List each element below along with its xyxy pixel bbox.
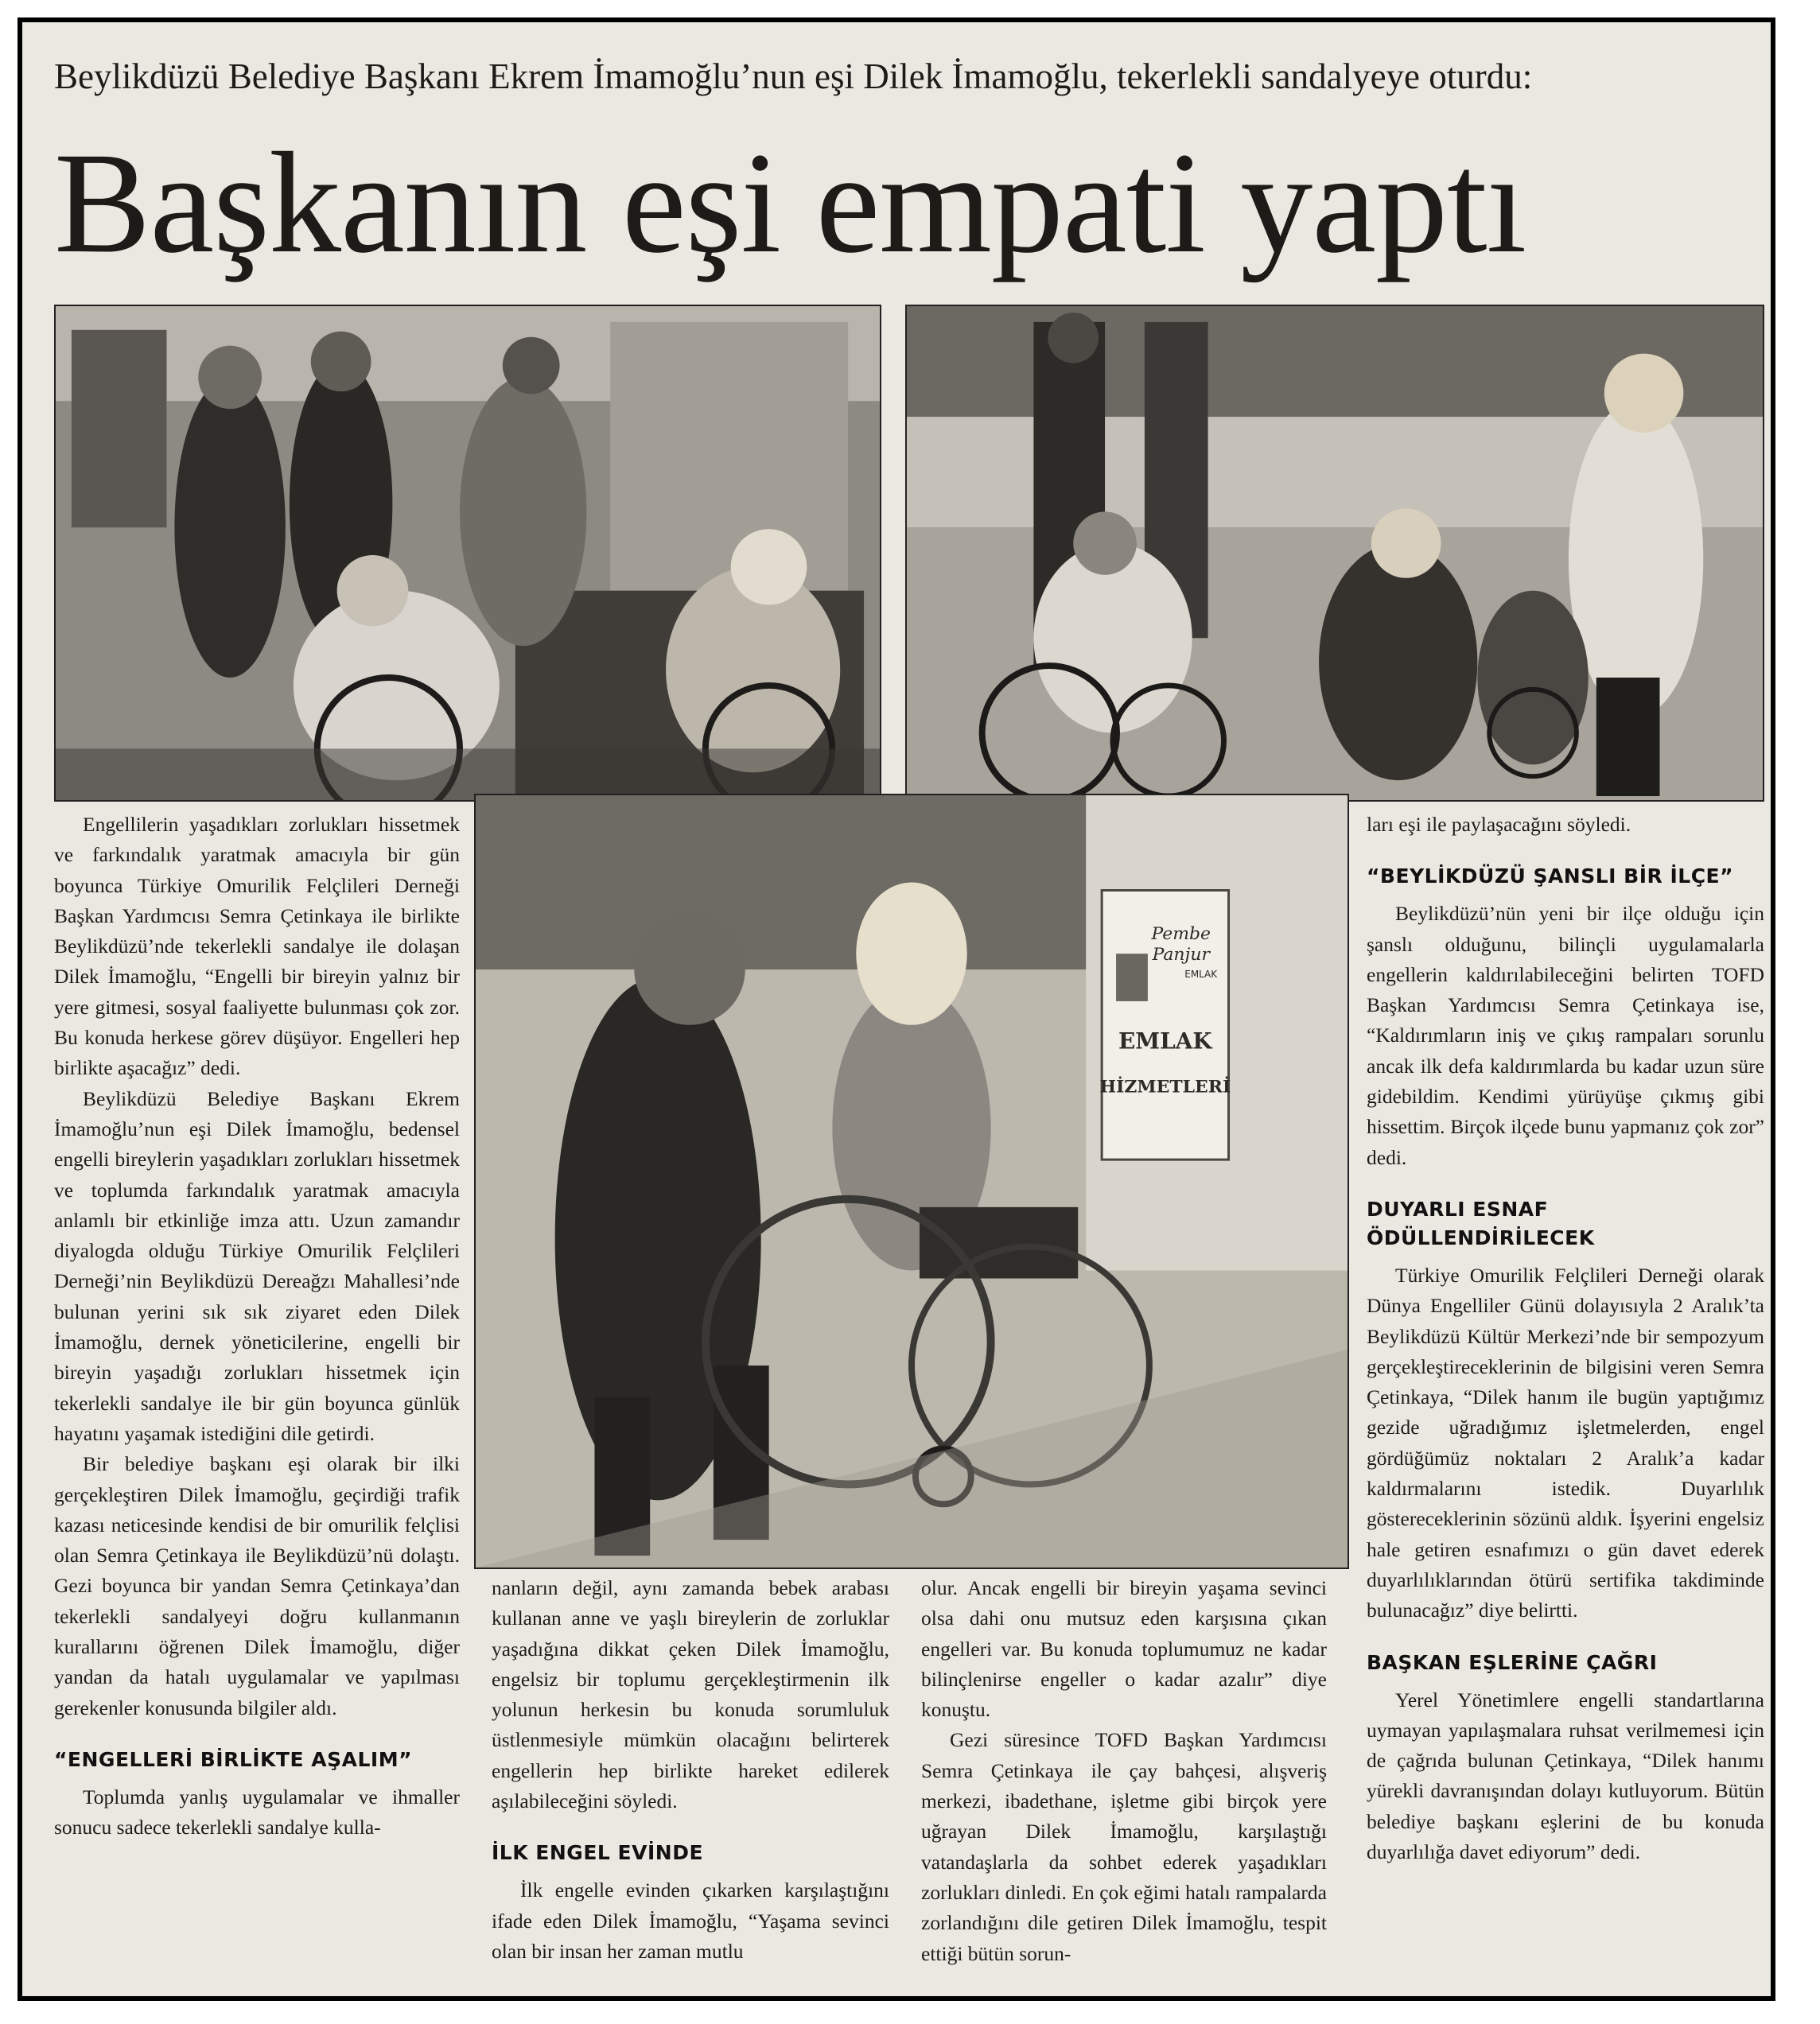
column-4-paragraph: Türkiye Omurilik Felçlileri Derneği olarak Dünya Engelliler Günü dolayısıyla 2 Aralık’ta Beylikdüzü Kültür Merkezi’nde bir sempozyum gerçekleştireceklerinin de bilgisini veren Semra Çetinkaya, “Dilek hanım ile bugün yaptığımız gezide uğradığımız işletmelerden, engel gördüğümüz noktaları 2 Aralık’a kadar kaldırmalarını istedik. Duyarlılık göstereceklerinin sözünü aldık. İşyerini engelsiz hale getiren esnafımızı o gün davet ederek duyarlılıklarından ötürü sertifika takdiminde bulunacağız” diye belirtti. xyxy=(1367,1263,1764,1622)
column-2-paragraph: nanların değil, aynı zamanda bebek arabası kullanan anne ve yaşlı bireylerin de zorluklar yaşadığına dikkat çeken Dilek İmamoğlu, engelsiz bir toplumu gerçekleştirmenin ilk yolunun herkesin bu konuda sorumluluk üstlenmesiyle mümkün olacağını belirterek engellerin hep birlikte hareket edilerek aşılabileceğini söyledi. xyxy=(492,1576,889,1813)
article-column-3 xyxy=(921,1573,1327,1969)
column-1-paragraph: Beylikdüzü Belediye Başkanı Ekrem İmamoğlu’nun eşi Dilek İmamoğlu, bedensel engelli bireylerin yaşadıkları zorlukları hissetmek ve toplumda farkındalık yaratmak amacıyla anlamlı bir etkinliğe imza attı. Uzun zamandır diyalogda olduğu Türkiye Omurilik Felçlileri Derneği’nin Beylikdüzü Dereağzı Mahallesi’nde bulunan yerini sık sık ziyaret eden Dilek İmamoğlu, dernek yöneticilerine, engelli bir bireyin yaşadığı zorlukları hissetmek için tekerlekli sandalye ile bir gün boyunca günlük hayatını yaşamak istediğini dile getirdi. xyxy=(54,1086,460,1445)
subheading-engelleri-birlikte: “ENGELLERİ BİRLİKTE AŞALIM” xyxy=(54,1747,413,1771)
article-column-1 xyxy=(54,810,460,1843)
newspaper-clipping xyxy=(18,17,1775,2001)
article-column-4 xyxy=(1367,810,1764,1867)
column-3-paragraph: olur. Ancak engelli bir bireyin yaşama sevinci olsa dahi onu mutsuz eden karşısına çıkan engelleri var. Bu konuda toplumumuz ne kadar bilinçlenirse engeller o kadar azalır” diye konuştu. xyxy=(921,1576,1327,1722)
article-kicker: Beylikdüzü Belediye Başkanı Ekrem İmamoğlu’nun eşi Dilek İmamoğlu, tekerlekli sandalyeye oturdu: xyxy=(54,56,1533,96)
column-4-paragraph: Yerel Yönetimlere engelli standartlarına uymayan yapılaşmalara ruhsat verilmemesi için de çağrıda bulunan Çetinkaya, “Dilek hanımı yürekli davranışından dolayı kutluyorum. Bütün belediye başkanı eşlerini de bu konuda duyarlılığa davet ediyorum” dedi. xyxy=(1367,1688,1764,1864)
column-4-paragraph: Beylikdüzü’nün yeni bir ilçe olduğu için şanslı olduğunu, bilinçli uygulamalarla engellerin kaldırılabileceğini belirten TOFD Başkan Yardımcısı Semra Çetinkaya ise, “Kaldırımların iniş ve çıkış rampaları sorunlu ancak ilk defa kaldırımlarda bu kadar uzun süre gidebildim. Kendimi yürüyüşe çıkmış gibi hissettim. Birçok ilçede bunu yapmanız çok zor” dedi. xyxy=(1367,902,1764,1169)
column-3-paragraph: Gezi süresince TOFD Başkan Yardımcısı Semra Çetinkaya ile çay bahçesi, alışveriş merkezi, ibadethane, işletme gibi birçok yere uğrayan Dilek İmamoğlu, karşılaştığı vatandaşlarla da sohbet ederek yaşadıkları zorlukları dinledi. En çok eğimi hatalı rampalarda zorlandığını dile getiren Dilek İmamoğlu, tespit ettiği bütün sorun- xyxy=(921,1728,1327,1965)
column-1-paragraph: Engellilerin yaşadıkları zorlukları hissetmek ve farkındalık yaratmak amacıyla bir gün boyunca Türkiye Omurilik Felçlileri Derneği Başkan Yardımcısı Semra Çetinkaya ile birlikte Beylikdüzü’nde tekerlekli sandalye ile dolaşan Dilek İmamoğlu, “Engelli bir bireyin yalnız bir yere gitmesi, sosyal faaliyette bulunması çok zor. Bu konuda herkese görev düşüyor. Engelleri hep birlikte aşacağız” dedi. xyxy=(54,813,460,1080)
sign-line-1: Pembe xyxy=(1151,924,1211,945)
subheading-baskan-eslerine: BAŞKAN EŞLERİNE ÇAĞRI xyxy=(1367,1650,1658,1674)
column-1-paragraph: Bir belediye başkanı eşi olarak bir ilki gerçekleştiren Dilek İmamoğlu, geçirdiği trafik kazası neticesinde kendisi de bir omurilik felçlisi olan Semra Çetinkaya ile Beylikdüzü’nü dolaştı. Gezi boyunca bir yandan Semra Çetinkaya’dan tekerlekli sandalyeyi doğru kullanmanın kurallarını öğrenen Dilek İmamoğlu, diğer yandan da hatalı uygulamalar ve yapılması gerekenler konusunda bilgiler aldı. xyxy=(54,1452,460,1719)
subheading-beylikduzu-sansli: “BEYLİKDÜZÜ ŞANSLI BİR İLÇE” xyxy=(1367,864,1734,888)
sign-line-2: Panjur xyxy=(1152,945,1210,965)
photo-shop-interior-image xyxy=(56,306,880,800)
column-1-paragraph: Toplumda yanlış uygulamalar ve ihmaller sonucu sadece tekerlekli sandalye kulla- xyxy=(54,1785,460,1839)
sign-line-3: EMLAK xyxy=(1184,969,1218,981)
subheading-ilk-engel: İLK ENGEL EVİNDE xyxy=(492,1841,704,1865)
photo-shop-interior xyxy=(54,305,881,802)
subheading-duyarli-esnaf: DUYARLI ESNAF ÖDÜLLENDİRİLECEK xyxy=(1367,1197,1595,1249)
sign-line-4: EMLAK xyxy=(1118,1028,1212,1055)
column-2-paragraph: İlk engelle evinden çıkarken karşılaştığını ifade eden Dilek İmamoğlu, “Yaşama sevinci olan bir insan her zaman mutlu xyxy=(492,1878,889,1963)
sign-line-5: HİZMETLERİ xyxy=(1099,1076,1231,1097)
photo-wheelchair-sidewalk-image xyxy=(476,795,1348,1568)
photo-street-wheelchairs xyxy=(905,305,1764,802)
photo-street-wheelchairs-image xyxy=(907,306,1763,800)
column-4-paragraph: ları eşi ile paylaşacağını söyledi. xyxy=(1367,813,1631,836)
article-column-2 xyxy=(492,1573,889,1967)
article-headline: Başkanın eşi empati yaptı xyxy=(54,123,1526,283)
photo-wheelchair-sidewalk xyxy=(474,794,1349,1569)
